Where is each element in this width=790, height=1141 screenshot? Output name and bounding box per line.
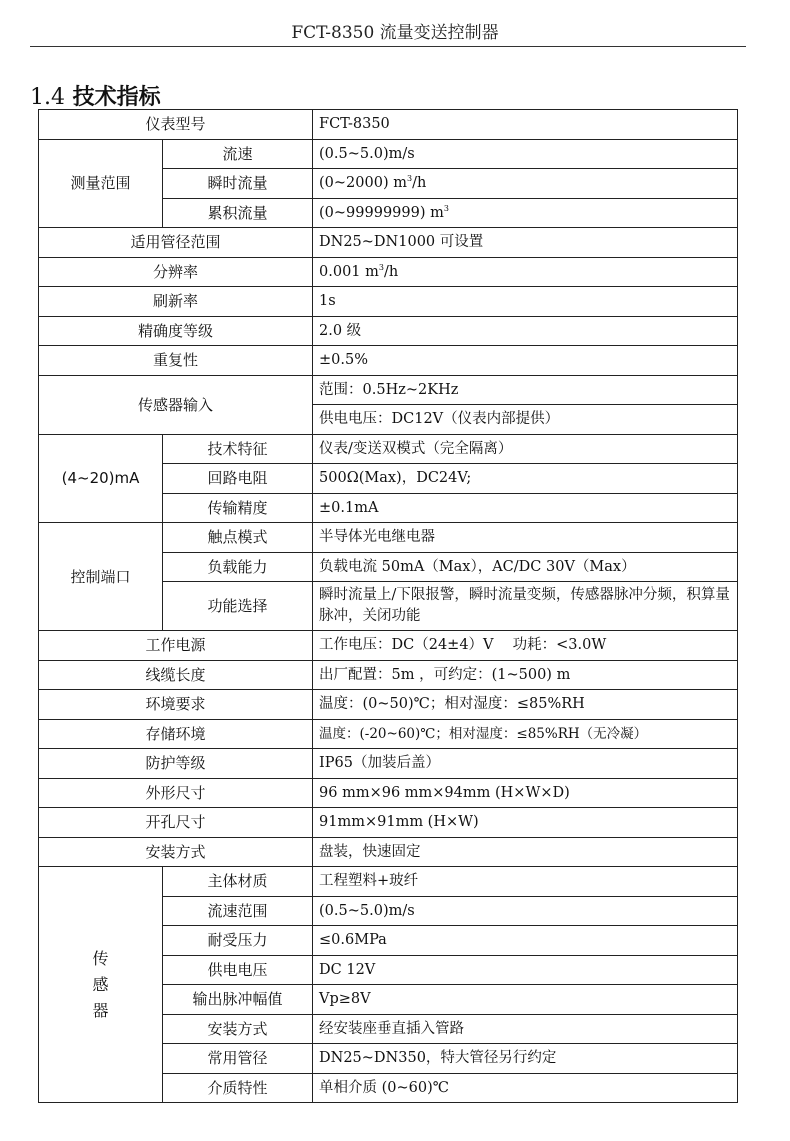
- row-value: 单相介质 (0~60)℃: [313, 1073, 738, 1103]
- row-value: DN25~DN350，特大管径另行约定: [313, 1044, 738, 1074]
- table-row: [39, 660, 738, 690]
- row-value: DC 12V: [313, 955, 738, 985]
- row-value: 瞬时流量上/下限报警，瞬时流量变频，传感器脉冲分频，积算量脉冲，关闭功能: [313, 582, 738, 631]
- section-heading: 技术指标: [72, 85, 161, 110]
- table-row: [39, 837, 738, 867]
- value-text: (0~2000) m: [319, 175, 407, 192]
- table-row: [39, 808, 738, 838]
- table-row: [39, 110, 738, 140]
- table-row: [39, 316, 738, 346]
- value-text: 0.001 m: [319, 263, 379, 280]
- row-label: 瞬时流量: [163, 169, 313, 199]
- row-label: 流速: [163, 139, 313, 169]
- row-label: 刷新率: [39, 287, 313, 317]
- row-label: 技术特征: [163, 434, 313, 464]
- header-rule: [30, 46, 746, 47]
- value-suffix: /h: [412, 175, 427, 192]
- row-value: [313, 169, 738, 199]
- row-label: 环境要求: [39, 690, 313, 720]
- row-label: 工作电源: [39, 631, 313, 661]
- superscript: 3: [406, 174, 413, 184]
- row-value: 2.0 级: [313, 316, 738, 346]
- spec-table: [38, 109, 738, 1103]
- row-value: 1s: [313, 287, 738, 317]
- row-label: 回路电阻: [163, 464, 313, 494]
- group-label: (4~20)mA: [39, 434, 163, 523]
- section-number: 1.4: [30, 85, 65, 110]
- row-value: 仪表/变送双模式（完全隔离）: [313, 434, 738, 464]
- row-label: 流速范围: [163, 896, 313, 926]
- table-row: [39, 346, 738, 376]
- row-label: 线缆长度: [39, 660, 313, 690]
- row-label: 安装方式: [163, 1014, 313, 1044]
- row-value: [313, 198, 738, 228]
- row-value: FCT-8350: [313, 110, 738, 140]
- row-label: 功能选择: [163, 582, 313, 631]
- row-label: 重复性: [39, 346, 313, 376]
- row-value: IP65（加装后盖）: [313, 749, 738, 779]
- row-value: 91mm×91mm (H×W): [313, 808, 738, 838]
- row-label: 仪表型号: [39, 110, 313, 140]
- row-label: 触点模式: [163, 523, 313, 553]
- header-title: FCT-8350 流量变送控制器: [291, 23, 499, 43]
- row-label: 介质特性: [163, 1073, 313, 1103]
- row-value: ±0.1mA: [313, 493, 738, 523]
- row-value: 温度：(-20~60)℃；相对湿度：≤85%RH（无冷凝）: [313, 719, 738, 749]
- section-title: [30, 80, 161, 111]
- superscript: 3: [378, 262, 384, 272]
- table-row: [39, 287, 738, 317]
- table-row: [39, 375, 738, 405]
- row-label: 适用管径范围: [39, 228, 313, 258]
- group-label: 控制端口: [39, 523, 163, 631]
- table-row: [39, 631, 738, 661]
- row-label: 传感器输入: [39, 375, 313, 434]
- vertical-label: 传感器: [92, 948, 109, 1020]
- row-label: 安装方式: [39, 837, 313, 867]
- row-label: 精确度等级: [39, 316, 313, 346]
- table-row: [39, 257, 738, 287]
- row-label: 耐受压力: [163, 926, 313, 956]
- row-value: (0.5~5.0)m/s: [313, 139, 738, 169]
- row-value: DN25~DN1000 可设置: [313, 228, 738, 258]
- row-value: 范围：0.5Hz~2KHz: [313, 375, 738, 405]
- row-value: 经安装座垂直插入管路: [313, 1014, 738, 1044]
- row-value: 工程塑料+玻纤: [313, 867, 738, 897]
- row-value: 工作电压：DC（24±4）V 功耗：<3.0W: [313, 631, 738, 661]
- row-label: 存储环境: [39, 719, 313, 749]
- row-label: 输出脉冲幅值: [163, 985, 313, 1015]
- row-value: ±0.5%: [313, 346, 738, 376]
- row-label: 负载能力: [163, 552, 313, 582]
- table-row: [39, 139, 738, 169]
- value-text: (0~99999999) m: [319, 204, 444, 221]
- table-row: [39, 523, 738, 553]
- row-value: 负载电流 50mA（Max），AC/DC 30V（Max）: [313, 552, 738, 582]
- table-row: [39, 749, 738, 779]
- row-value: (0.5~5.0)m/s: [313, 896, 738, 926]
- table-row: [39, 434, 738, 464]
- row-value: [313, 257, 738, 287]
- row-value: 出厂配置：5m ，可约定：(1~500) m: [313, 660, 738, 690]
- row-value: ≤0.6MPa: [313, 926, 738, 956]
- row-value: 500Ω(Max)，DC24V;: [313, 464, 738, 494]
- group-label: 测量范围: [39, 139, 163, 228]
- row-value: 温度：(0~50)℃；相对湿度：≤85%RH: [313, 690, 738, 720]
- row-value: 半导体光电继电器: [313, 523, 738, 553]
- row-label: 传输精度: [163, 493, 313, 523]
- table-row: [39, 778, 738, 808]
- row-label: 常用管径: [163, 1044, 313, 1074]
- group-label: [39, 867, 163, 1103]
- table-row: [39, 719, 738, 749]
- row-value: 盘装，快速固定: [313, 837, 738, 867]
- row-label: 供电电压: [163, 955, 313, 985]
- row-value: Vp≥8V: [313, 985, 738, 1015]
- value-suffix: /h: [383, 263, 399, 280]
- row-label: 开孔尺寸: [39, 808, 313, 838]
- table-row: [39, 228, 738, 258]
- row-label: 分辨率: [39, 257, 313, 287]
- row-label: 防护等级: [39, 749, 313, 779]
- row-value: 96 mm×96 mm×94mm (H×W×D): [313, 778, 738, 808]
- row-label: 外形尺寸: [39, 778, 313, 808]
- row-label: 累积流量: [163, 198, 313, 228]
- table-row: [39, 867, 738, 897]
- row-value: 供电电压：DC12V（仪表内部提供）: [313, 405, 738, 435]
- table-row: [39, 690, 738, 720]
- row-label: 主体材质: [163, 867, 313, 897]
- superscript: 3: [443, 203, 449, 213]
